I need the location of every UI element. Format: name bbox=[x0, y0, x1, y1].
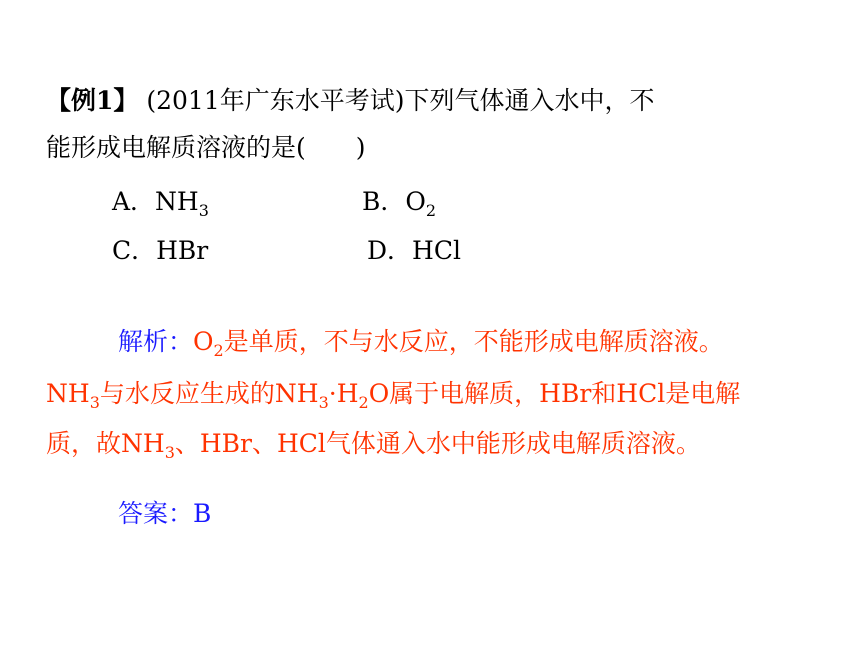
question-line-2: 能形成电解质溶液的是( ) bbox=[46, 133, 366, 162]
analysis-text-1: $O_2$是单质，不与水反应，不能形成电解质溶液。 bbox=[193, 327, 724, 360]
question-text-1: (2011年广东水平考试)下列气体通入水中，不 bbox=[138, 86, 655, 115]
option-b: B．$O_2$ bbox=[362, 187, 437, 220]
option-d: D．HCl bbox=[367, 236, 461, 265]
answer-value: B bbox=[193, 499, 212, 528]
analysis-line-3: 质，故$NH_3$、HBr、HCl气体通入水中能形成电解质溶液。 bbox=[46, 429, 701, 462]
option-a: A．$NH_3$ bbox=[112, 187, 209, 220]
option-c: C．HBr bbox=[112, 236, 209, 265]
analysis-line-2: $NH_3$与水反应生成的$NH_3\cdot H_2O$属于电解质，HBr和HCl是电解 bbox=[46, 379, 741, 412]
example-tag: 【例1】 bbox=[46, 86, 139, 115]
answer-line bbox=[118, 499, 211, 529]
answer-label: 答案： bbox=[118, 499, 194, 528]
analysis-label: 解析： bbox=[118, 327, 194, 356]
question-line-1 bbox=[46, 86, 655, 116]
analysis-line-1 bbox=[118, 327, 724, 360]
